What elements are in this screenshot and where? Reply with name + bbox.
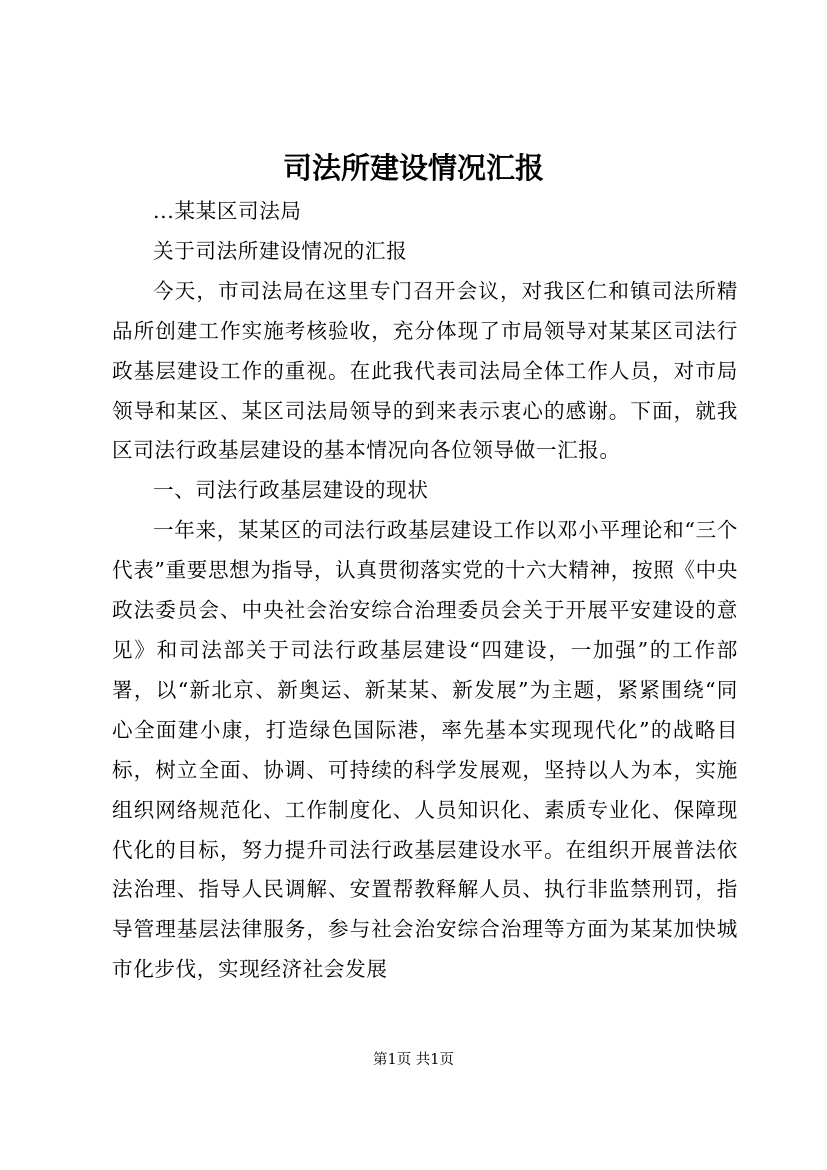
section-heading: 一、司法行政基层建设的现状 xyxy=(153,478,429,503)
intro-paragraph: 今天，市司法局在这里专门召开会议，对我区仁和镇司法所精品所创建工作实施考核验收，充分体现了市局领导对某某区司法行政基层建设工作的重视。在此我代表司法局全体工作人员，对市局领导和某区、某区司法局领导的到来表示衷心的感谢。下面，就我区司法行政基层建设的基本情况向各位领导做一汇报。 xyxy=(112,278,738,463)
page-number: 第1页 共1页 xyxy=(372,1052,455,1068)
author-line: ...某某区司法局 xyxy=(153,199,302,223)
document-body xyxy=(112,192,738,990)
document-title: 司法所建设情况汇报 xyxy=(282,151,544,185)
report-subtitle: 关于司法所建设情况的汇报 xyxy=(153,238,408,263)
status-paragraph: 一年来，某某区的司法行政基层建设工作以邓小平理论和“三个代表”重要思想为指导，认真贯彻落实党的十六大精神，按照《中央政法委员会、中央社会治安综合治理委员会关于开展平安建设的意见》和司法部关于司法行政基层建设“四建设，一加强”的工作部署，以“新北京、新奥运、新某某、新发展”为主题，紧紧围绕“同心全面建小康，打造绿色国际港，率先基本实现现代化”的战略目标，树立全面、协调、可持续的科学发展观，坚持以人为本，实施组织网络规范化、工作制度化、人员知识化、素质专业化、保障现代化的目标，努力提升司法行政基层建设水平。在组织开展普法依法治理、指导人民调解、安置帮教释解人员、执行非监禁刑罚，指导管理基层法律服务，参与社会治安综合治理等方面为某某加快城市化步伐，实现经济社会发展 xyxy=(112,518,738,982)
